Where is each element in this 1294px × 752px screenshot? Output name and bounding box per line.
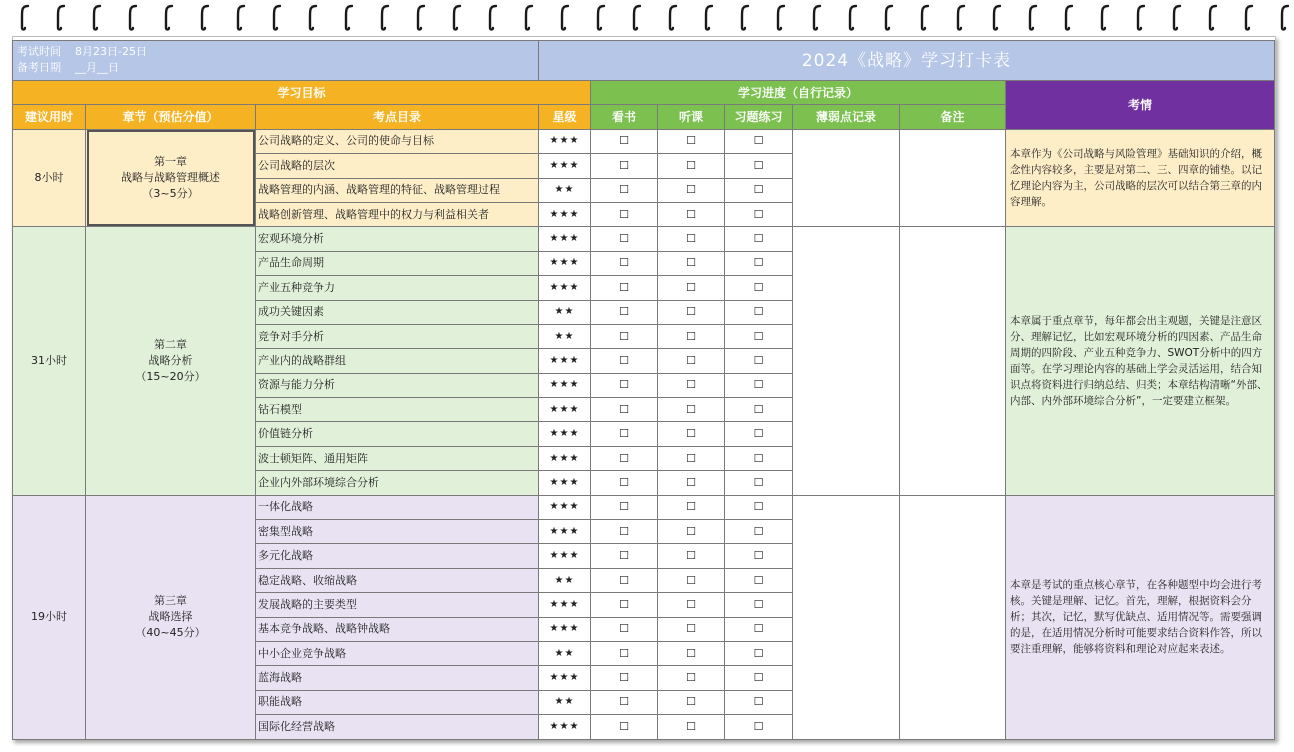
- topic-name: 宏观环境分析: [256, 227, 539, 251]
- chapter-name: 第三章: [154, 594, 187, 608]
- topic-name: 稳定战略、收缩战略: [256, 568, 539, 592]
- col-header-listen: 听课: [658, 105, 725, 129]
- checkbox-practice[interactable]: ☐: [725, 300, 793, 324]
- checkbox-listen[interactable]: ☐: [658, 276, 725, 300]
- topic-stars: ★★★: [539, 373, 591, 397]
- binder-ring-icon: [1280, 2, 1290, 32]
- checkbox-listen[interactable]: ☐: [658, 471, 725, 495]
- binder-ring-icon: [1064, 2, 1074, 32]
- checkbox-practice[interactable]: ☐: [725, 690, 793, 714]
- group-header-progress: 学习进度（自行记录）: [591, 81, 1006, 105]
- checkbox-practice[interactable]: ☐: [725, 422, 793, 446]
- checkbox-listen[interactable]: ☐: [658, 154, 725, 178]
- group-header-goal: 学习目标: [13, 81, 591, 105]
- topic-stars: ★★: [539, 568, 591, 592]
- binder-ring-icon: [1100, 2, 1110, 32]
- checkbox-read[interactable]: ☐: [591, 666, 658, 690]
- col-header-weak: 薄弱点记录: [793, 105, 900, 129]
- chapter-cell: [86, 495, 256, 739]
- chapter-name: 第一章: [154, 155, 187, 169]
- checkbox-listen[interactable]: ☐: [658, 398, 725, 422]
- topic-name: 国际化经营战略: [256, 715, 539, 739]
- binder-ring-icon: [632, 2, 642, 32]
- col-header-practice: 习题练习: [725, 105, 793, 129]
- topic-name: 价值链分析: [256, 422, 539, 446]
- header-info-row: [13, 41, 1275, 81]
- checkbox-listen[interactable]: ☐: [658, 251, 725, 275]
- binder-ring-icon: [956, 2, 966, 32]
- col-header-chapter: 章节（预估分值）: [86, 105, 256, 129]
- checkbox-listen[interactable]: ☐: [658, 373, 725, 397]
- prep-date-label: 备考日期: [17, 61, 61, 74]
- topic-name: 一体化战略: [256, 495, 539, 519]
- exam-time-label: 考试时间: [17, 45, 61, 58]
- topic-stars: ★★★: [539, 544, 591, 568]
- col-header-topic: 考点目录: [256, 105, 539, 129]
- topic-name: 钻石模型: [256, 398, 539, 422]
- chapter-time: 31小时: [13, 227, 86, 495]
- binder-ring-icon: [164, 2, 174, 32]
- checkbox-listen[interactable]: ☐: [658, 202, 725, 226]
- topic-name: 公司战略的定义、公司的使命与目标: [256, 129, 539, 153]
- checkbox-practice[interactable]: ☐: [725, 520, 793, 544]
- chapter-subtitle: 战略选择: [148, 610, 193, 624]
- binder-ring-icon: [812, 2, 822, 32]
- checkbox-practice[interactable]: ☐: [725, 398, 793, 422]
- topic-stars: ★★: [539, 178, 591, 202]
- topic-stars: ★★★: [539, 446, 591, 470]
- checkbox-practice[interactable]: ☐: [725, 202, 793, 226]
- binder-ring-icon: [1244, 2, 1254, 32]
- binder-ring-icon: [704, 2, 714, 32]
- checkbox-listen[interactable]: ☐: [658, 690, 725, 714]
- col-header-remark: 备注: [900, 105, 1006, 129]
- topic-stars: ★★★: [539, 495, 591, 519]
- binder-ring-icon: [776, 2, 786, 32]
- topic-name: 产业内的战略群组: [256, 349, 539, 373]
- remark-cell[interactable]: [900, 495, 1006, 739]
- binder-ring-icon: [92, 2, 102, 32]
- binder-ring-icon: [272, 2, 282, 32]
- checkbox-read[interactable]: ☐: [591, 715, 658, 739]
- checkbox-listen[interactable]: ☐: [658, 300, 725, 324]
- topic-name: 战略管理的内涵、战略管理的特征、战略管理过程: [256, 178, 539, 202]
- topic-stars: ★★: [539, 690, 591, 714]
- binder-ring-icon: [1208, 2, 1218, 32]
- topic-name: 中小企业竞争战略: [256, 641, 539, 665]
- checkbox-practice[interactable]: ☐: [725, 568, 793, 592]
- topic-stars: ★★★: [539, 666, 591, 690]
- checkbox-practice[interactable]: ☐: [725, 349, 793, 373]
- topic-stars: ★★★: [539, 715, 591, 739]
- table-row: [13, 495, 1275, 519]
- topic-name: 战略创新管理、战略管理中的权力与利益相关者: [256, 202, 539, 226]
- checkbox-practice[interactable]: ☐: [725, 373, 793, 397]
- checkbox-practice[interactable]: ☐: [725, 446, 793, 470]
- topic-name: 成功关键因素: [256, 300, 539, 324]
- binder-ring-icon: [884, 2, 894, 32]
- checkbox-listen[interactable]: ☐: [658, 324, 725, 348]
- topic-stars: ★★★: [539, 154, 591, 178]
- topic-stars: ★★★: [539, 276, 591, 300]
- chapter-time: 8小时: [13, 129, 86, 227]
- checkbox-read[interactable]: ☐: [591, 690, 658, 714]
- study-checkin-table: [12, 40, 1275, 740]
- binder-ring-icon: [920, 2, 930, 32]
- checkbox-practice[interactable]: ☐: [725, 154, 793, 178]
- checkbox-read[interactable]: ☐: [591, 422, 658, 446]
- group-header-row: [13, 81, 1275, 105]
- topic-stars: ★★★: [539, 349, 591, 373]
- checkbox-read[interactable]: ☐: [591, 276, 658, 300]
- checkbox-practice[interactable]: ☐: [725, 178, 793, 202]
- exam-analysis: 本章是考试的重点核心章节，在各种题型中均会进行考核。关键是理解、记忆。首先，理解，根据资料会分析；其次，记忆，默写优缺点、适用情况等。需要强调的是，在适用情况分析时可能要求结合资料作答，所以要注重理解，能够将资料和理论对应起来表述。: [1006, 495, 1275, 739]
- table-row: [13, 227, 1275, 251]
- chapter-score: （3~5分）: [142, 187, 199, 201]
- checkbox-read[interactable]: ☐: [591, 373, 658, 397]
- binder-ring-icon: [452, 2, 462, 32]
- checkbox-read[interactable]: ☐: [591, 300, 658, 324]
- binder-rings: [0, 0, 1294, 34]
- chapter-subtitle: 战略分析: [148, 353, 193, 367]
- col-header-stars: 星级: [539, 105, 591, 129]
- topic-name: 基本竞争战略、战略钟战略: [256, 617, 539, 641]
- checkbox-practice[interactable]: ☐: [725, 129, 793, 153]
- checkbox-read[interactable]: ☐: [591, 544, 658, 568]
- topic-stars: ★★★: [539, 422, 591, 446]
- checkbox-practice[interactable]: ☐: [725, 593, 793, 617]
- checkbox-listen[interactable]: ☐: [658, 715, 725, 739]
- topic-stars: ★★★: [539, 617, 591, 641]
- binder-ring-icon: [560, 2, 570, 32]
- checkbox-read[interactable]: ☐: [591, 227, 658, 251]
- checkbox-listen[interactable]: ☐: [658, 544, 725, 568]
- topic-name: 企业内外部环境综合分析: [256, 471, 539, 495]
- checkbox-read[interactable]: ☐: [591, 593, 658, 617]
- checkbox-read[interactable]: ☐: [591, 129, 658, 153]
- topic-name: 蓝海战略: [256, 666, 539, 690]
- chapter-cell: [86, 227, 256, 495]
- checkbox-read[interactable]: ☐: [591, 154, 658, 178]
- exam-info-block: [13, 41, 539, 81]
- remark-cell[interactable]: [900, 227, 1006, 495]
- remark-cell[interactable]: [900, 129, 1006, 227]
- checkbox-practice[interactable]: ☐: [725, 324, 793, 348]
- binder-ring-icon: [668, 2, 678, 32]
- weak-point-record[interactable]: [793, 227, 900, 495]
- checkbox-read[interactable]: ☐: [591, 495, 658, 519]
- checkbox-practice[interactable]: ☐: [725, 617, 793, 641]
- binder-ring-icon: [380, 2, 390, 32]
- checkbox-practice[interactable]: ☐: [725, 641, 793, 665]
- checkbox-read[interactable]: ☐: [591, 202, 658, 226]
- chapter-time: 19小时: [13, 495, 86, 739]
- checkbox-listen[interactable]: ☐: [658, 568, 725, 592]
- checkbox-practice[interactable]: ☐: [725, 471, 793, 495]
- chapter-score: （15~20分）: [135, 369, 206, 383]
- checkbox-read[interactable]: ☐: [591, 324, 658, 348]
- col-header-time: 建议用时: [13, 105, 86, 129]
- checkbox-listen[interactable]: ☐: [658, 446, 725, 470]
- topic-name: 发展战略的主要类型: [256, 593, 539, 617]
- binder-ring-icon: [1136, 2, 1146, 32]
- checkbox-read[interactable]: ☐: [591, 349, 658, 373]
- binder-ring-icon: [1172, 2, 1182, 32]
- topic-name: 职能战略: [256, 690, 539, 714]
- topic-stars: ★★★: [539, 129, 591, 153]
- topic-name: 波士顿矩阵、通用矩阵: [256, 446, 539, 470]
- topic-stars: ★★★: [539, 520, 591, 544]
- checkbox-read[interactable]: ☐: [591, 178, 658, 202]
- checkbox-listen[interactable]: ☐: [658, 178, 725, 202]
- binder-ring-icon: [740, 2, 750, 32]
- topic-name: 多元化战略: [256, 544, 539, 568]
- topic-stars: ★★: [539, 300, 591, 324]
- chapter-name: 第二章: [154, 337, 187, 351]
- exam-analysis: 本章属于重点章节，每年都会出主观题，关键是注意区分、理解记忆，比如宏观环境分析的四因素、产品生命周期的四阶段、产业五种竞争力、SWOT分析中的四方面等。在学习理论内容的基础上学会灵活运用，结合知识点将资料进行归纳总结、归类；本章结构清晰“外部、内部、内外部环境综合分析”，一定要建立框架。: [1006, 227, 1275, 495]
- topic-name: 产业五种竞争力: [256, 276, 539, 300]
- checkbox-practice[interactable]: ☐: [725, 666, 793, 690]
- checkbox-practice[interactable]: ☐: [725, 227, 793, 251]
- topic-name: 资源与能力分析: [256, 373, 539, 397]
- checkbox-listen[interactable]: ☐: [658, 641, 725, 665]
- topic-stars: ★★★: [539, 471, 591, 495]
- binder-ring-icon: [308, 2, 318, 32]
- checkbox-read[interactable]: ☐: [591, 617, 658, 641]
- binder-ring-icon: [200, 2, 210, 32]
- checkbox-listen[interactable]: ☐: [658, 422, 725, 446]
- weak-point-record[interactable]: [793, 129, 900, 227]
- topic-stars: ★★★: [539, 251, 591, 275]
- binder-ring-icon: [848, 2, 858, 32]
- exam-analysis: 本章作为《公司战略与风险管理》基础知识的介绍，概念性内容较多，主要是对第二、三、四章的铺垫。以记忆理论内容为主，公司战略的层次可以结合第三章的内容理解。: [1006, 129, 1275, 227]
- binder-ring-icon: [56, 2, 66, 32]
- topic-stars: ★★★: [539, 593, 591, 617]
- topic-stars: ★★★: [539, 227, 591, 251]
- topic-name: 公司战略的层次: [256, 154, 539, 178]
- topic-name: 产品生命周期: [256, 251, 539, 275]
- binder-ring-icon: [992, 2, 1002, 32]
- checkbox-listen[interactable]: ☐: [658, 227, 725, 251]
- page-title: 2024《战略》学习打卡表: [539, 41, 1275, 81]
- binder-ring-icon: [344, 2, 354, 32]
- checkbox-read[interactable]: ☐: [591, 641, 658, 665]
- chapter-cell: [86, 129, 256, 227]
- table-row: [13, 129, 1275, 153]
- binder-ring-icon: [1028, 2, 1038, 32]
- checkbox-listen[interactable]: ☐: [658, 593, 725, 617]
- checkbox-listen[interactable]: ☐: [658, 129, 725, 153]
- checkbox-listen[interactable]: ☐: [658, 520, 725, 544]
- checkbox-read[interactable]: ☐: [591, 471, 658, 495]
- chapter-score: （40~45分）: [135, 626, 206, 640]
- group-header-exam: 考情: [1006, 81, 1275, 130]
- topic-name: 密集型战略: [256, 520, 539, 544]
- topic-stars: ★★: [539, 641, 591, 665]
- checkbox-practice[interactable]: ☐: [725, 715, 793, 739]
- checkbox-listen[interactable]: ☐: [658, 349, 725, 373]
- checkbox-read[interactable]: ☐: [591, 568, 658, 592]
- binder-ring-icon: [20, 2, 30, 32]
- topic-name: 竞争对手分析: [256, 324, 539, 348]
- checkbox-read[interactable]: ☐: [591, 446, 658, 470]
- checkbox-practice[interactable]: ☐: [725, 251, 793, 275]
- binder-ring-icon: [524, 2, 534, 32]
- topic-stars: ★★: [539, 324, 591, 348]
- checkbox-read[interactable]: ☐: [591, 251, 658, 275]
- exam-time-value: 8月23日-25日: [75, 45, 147, 58]
- weak-point-record[interactable]: [793, 495, 900, 739]
- checkbox-listen[interactable]: ☐: [658, 617, 725, 641]
- binder-ring-icon: [416, 2, 426, 32]
- binder-ring-icon: [128, 2, 138, 32]
- binder-ring-icon: [488, 2, 498, 32]
- topic-stars: ★★★: [539, 398, 591, 422]
- binder-ring-icon: [596, 2, 606, 32]
- checkbox-practice[interactable]: ☐: [725, 276, 793, 300]
- checkbox-practice[interactable]: ☐: [725, 544, 793, 568]
- binder-ring-icon: [236, 2, 246, 32]
- topic-stars: ★★★: [539, 202, 591, 226]
- checkbox-read[interactable]: ☐: [591, 520, 658, 544]
- checkbox-read[interactable]: ☐: [591, 398, 658, 422]
- checkbox-listen[interactable]: ☐: [658, 666, 725, 690]
- chapter-subtitle: 战略与战略管理概述: [121, 171, 220, 185]
- checkbox-listen[interactable]: ☐: [658, 495, 725, 519]
- col-header-read: 看书: [591, 105, 658, 129]
- checkbox-practice[interactable]: ☐: [725, 495, 793, 519]
- prep-date-value: __月__日: [75, 61, 119, 74]
